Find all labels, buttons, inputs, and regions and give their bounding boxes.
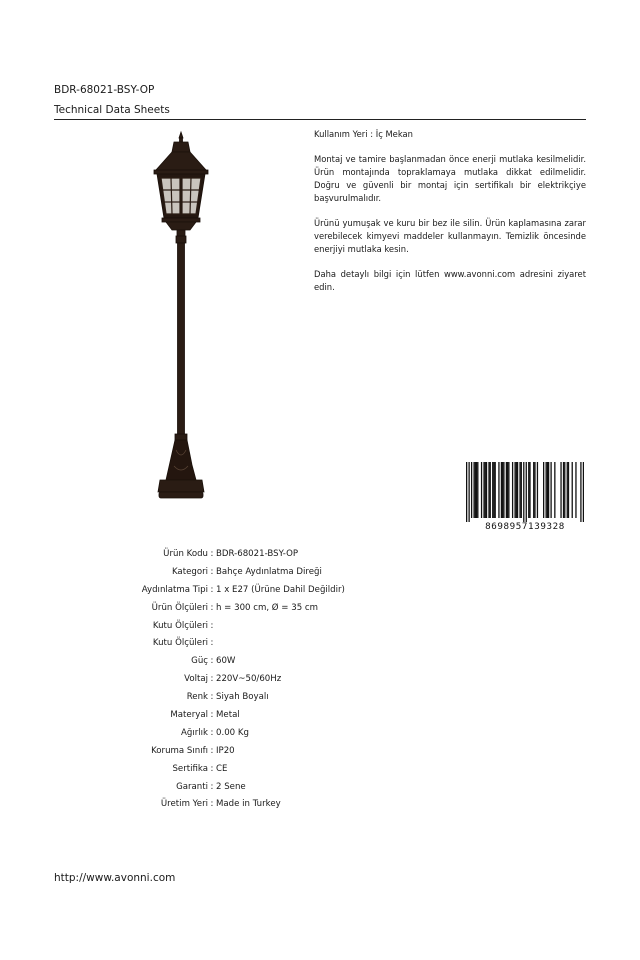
spec-separator: : <box>210 727 214 738</box>
barcode-bar <box>481 462 482 518</box>
spec-row <box>100 563 345 581</box>
barcode-bar <box>521 462 522 518</box>
spec-row <box>100 688 345 706</box>
spec-separator: : <box>210 656 214 667</box>
spec-label: Voltaj <box>184 674 208 685</box>
spec-row <box>100 706 345 724</box>
barcode-bar <box>528 462 529 518</box>
spec-label: Renk <box>186 692 208 703</box>
barcode-bar <box>466 462 467 522</box>
barcode-bar <box>575 462 576 518</box>
barcode-number: 8698957139328 <box>485 521 565 532</box>
spec-row <box>100 545 345 563</box>
usage-value: İç Mekan <box>375 129 413 139</box>
spec-value: 0.00 Kg <box>216 727 249 738</box>
spec-separator: : <box>210 548 214 559</box>
barcode-bar <box>534 462 535 518</box>
spec-value: CE <box>216 763 228 774</box>
barcode-bar <box>506 462 507 518</box>
spec-separator: : <box>210 566 214 577</box>
spec-separator: : <box>210 763 214 774</box>
barcode-bar <box>468 462 469 522</box>
barcode-bar <box>503 462 504 518</box>
spec-label: Ürün Ölçüleri <box>151 602 208 613</box>
spec-value: BDR-68021-BSY-OP <box>216 548 299 559</box>
barcode-bar <box>485 462 486 518</box>
spec-row <box>100 724 345 742</box>
barcode-bar <box>548 462 549 518</box>
spec-label: Materyal <box>170 709 208 720</box>
spec-separator: : <box>210 638 214 649</box>
product-code-heading: BDR-68021-BSY-OP <box>54 84 155 96</box>
spec-label: Üretim Yeri <box>160 799 208 810</box>
barcode-bar <box>533 462 534 518</box>
barcode-bar <box>517 462 518 518</box>
spec-separator: : <box>210 602 214 613</box>
barcode-bar <box>483 462 484 518</box>
spec-row <box>100 617 345 635</box>
spec-value: Bahçe Aydınlatma Direği <box>216 566 322 577</box>
barcode-bar <box>475 462 476 518</box>
spec-separator: : <box>210 620 214 631</box>
barcode-bar <box>543 462 544 518</box>
header-divider <box>54 119 586 120</box>
spec-label: Aydınlatma Tipi <box>141 584 208 595</box>
spec-row <box>100 599 345 617</box>
barcode-bar <box>572 462 573 518</box>
spec-label: Garanti <box>176 781 208 792</box>
spec-row <box>100 634 345 652</box>
spec-row <box>100 742 345 760</box>
spec-separator: : <box>210 799 214 810</box>
barcode-bar <box>516 462 517 518</box>
barcode-bar <box>476 462 477 518</box>
barcode-bar <box>567 462 568 518</box>
spec-row <box>100 652 345 670</box>
spec-row <box>100 581 345 599</box>
barcode-bar <box>512 462 513 518</box>
spec-label: Koruma Sınıfı <box>151 745 208 756</box>
barcode-bar <box>554 462 555 518</box>
website-url: http://www.avonni.com <box>54 872 176 884</box>
installation-warning: Montaj ve tamire başlanmadan önce enerji mutlaka kesilmelidir. Ürün montajında topraklamaya mutlaka dikkat edilmelidir. Doğru ve güvenli bir montaj için sertifikalı bir elektrikçiye başvurulmalıdır. <box>314 154 586 203</box>
barcode-bar <box>563 462 564 518</box>
website-note: Daha detaylı bilgi için lütfen www.avonni.com adresini ziyaret edin. <box>314 269 586 292</box>
info-panel <box>314 128 586 306</box>
barcode-bar <box>477 462 478 518</box>
barcode-bar <box>502 462 503 518</box>
barcode-bar <box>514 462 515 518</box>
barcode-bar <box>471 462 472 518</box>
spec-label: Kutu Ölçüleri <box>152 620 208 631</box>
barcode-bar <box>547 462 548 518</box>
barcode-bar <box>488 462 489 518</box>
spec-row <box>100 778 345 796</box>
spec-label: Güç <box>191 656 208 667</box>
spec-value: 1 x E27 (Ürüne Dahil Değildir) <box>216 584 345 595</box>
spec-value: h = 300 cm, Ø = 35 cm <box>216 602 318 613</box>
barcode-bar <box>545 462 546 518</box>
barcode-bar <box>580 462 581 522</box>
spec-table <box>100 545 345 813</box>
spec-separator: : <box>210 692 214 703</box>
barcode-bar <box>501 462 502 518</box>
barcode-bar <box>519 462 520 518</box>
spec-value: Metal <box>216 709 240 720</box>
usage-location: Kullanım Yeri : İç Mekan <box>314 129 413 139</box>
spec-row <box>100 670 345 688</box>
barcode-bar <box>550 462 551 518</box>
document-subtitle: Technical Data Sheets <box>54 104 170 116</box>
spec-row <box>100 760 345 778</box>
spec-separator: : <box>210 745 214 756</box>
barcode-bar <box>486 462 487 518</box>
barcode-bar <box>507 462 508 518</box>
spec-label: Sertifika <box>172 763 208 774</box>
spec-value: Made in Turkey <box>216 799 281 810</box>
barcode-bars <box>466 462 584 522</box>
barcode-bar <box>564 462 565 518</box>
spec-label: Ağırlık <box>180 727 208 738</box>
barcode-bar <box>473 462 474 518</box>
barcode-bar <box>583 462 584 522</box>
spec-value: Siyah Boyalı <box>216 692 269 703</box>
barcode-bar <box>495 462 496 518</box>
barcode <box>466 462 584 532</box>
spec-label: Ürün Kodu <box>163 548 208 559</box>
barcode-bar <box>526 462 527 522</box>
barcode-bar <box>493 462 494 518</box>
spec-value: IP20 <box>216 745 235 756</box>
usage-label: Kullanım Yeri <box>314 129 368 139</box>
spec-value: 60W <box>216 656 236 667</box>
barcode-bar <box>568 462 569 518</box>
barcode-bar <box>529 462 530 518</box>
cleaning-instructions: Ürünü yumuşak ve kuru bir bez ile silin. Ürün kaplamasına zarar verebilecek kimyevi maddeler kullanmayın. Temizlik öncesinde enerjiyi mutlaka kesin. <box>314 218 586 254</box>
spec-value: 220V~50/60Hz <box>216 674 282 685</box>
spec-separator: : <box>210 674 214 685</box>
barcode-bar <box>498 462 499 518</box>
spec-separator: : <box>210 709 214 720</box>
garden-lamp-post-icon <box>146 130 216 510</box>
spec-value: 2 Sene <box>216 781 246 792</box>
barcode-bar <box>492 462 493 518</box>
barcode-bar <box>523 462 524 522</box>
spec-separator: : <box>210 781 214 792</box>
barcode-bar <box>537 462 538 518</box>
barcode-bar <box>560 462 561 518</box>
barcode-bar <box>490 462 491 518</box>
spec-separator: : <box>210 584 214 595</box>
barcode-bar <box>508 462 509 518</box>
spec-label: Kategori <box>171 566 208 577</box>
spec-row <box>100 795 345 813</box>
spec-label: Kutu Ölçüleri <box>152 638 208 649</box>
